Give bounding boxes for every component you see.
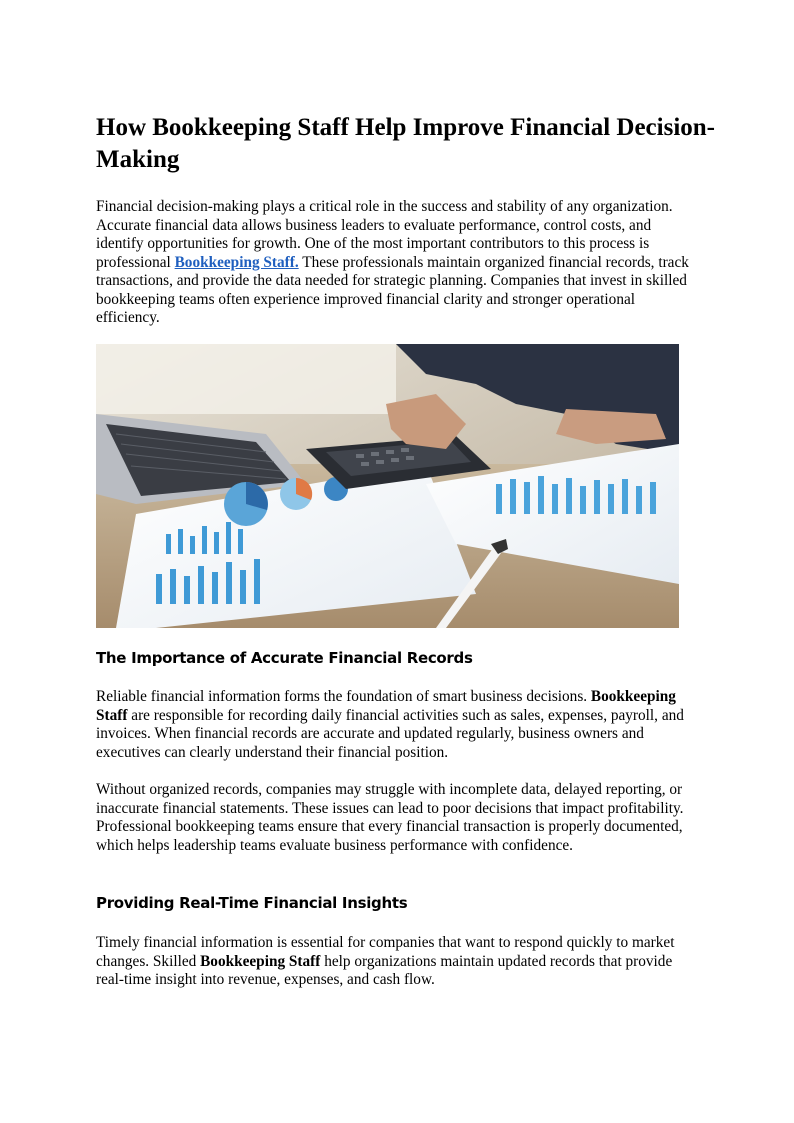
section1-p1-bold: Bookkeeping Staff xyxy=(96,688,676,724)
section2-p1-text-end: help organizations maintain updated records that provide real-time insight into revenue, expenses, and cash flow. xyxy=(96,952,673,988)
section1-paragraph-2: Without organized records, companies may struggle with incomplete data, delayed reporting, or inaccurate financial statements. These issues can lead to poor decisions that impact profitability. Professional bookkeeping teams ensure that every financial transaction is properly documented, which helps leadership teams evaluate business performance with confidence. xyxy=(96,781,684,854)
section2-p1-bold: Bookkeeping Staff xyxy=(200,952,321,970)
intro-text-start: Financial decision-making plays a critical role in the success and stability of any organization. Accurate financial data allows business leaders to evaluate performance, control costs, and identify opportunities for growth. One of the most important contributors to this process is professional xyxy=(96,198,673,271)
bookkeeping-staff-link[interactable]: Bookkeeping Staff. xyxy=(174,253,299,271)
section1-p1-text-end: are responsible for recording daily financial activities such as sales, expenses, payroll, and invoices. When financial records are accurate and updated regularly, business owners and executives can clearly understand their financial position. xyxy=(96,706,684,761)
section2-p1-text-start: Timely financial information is essential for companies that want to respond quickly to market changes. Skilled xyxy=(96,934,675,970)
section1-paragraph-1 xyxy=(96,688,700,762)
section-heading-accurate-records: The Importance of Accurate Financial Records xyxy=(96,649,473,667)
photo-illustration xyxy=(96,344,679,628)
document-title: How Bookkeeping Staff Help Improve Financial Decision-Making xyxy=(96,114,716,173)
section1-p1-text-start: Reliable financial information forms the foundation of smart business decisions. xyxy=(96,688,591,705)
section2-paragraph-1 xyxy=(96,934,700,990)
intro-paragraph xyxy=(96,198,700,328)
section-heading-real-time-insights: Providing Real-Time Financial Insights xyxy=(96,894,408,912)
financial-photo xyxy=(96,344,679,628)
intro-text-end: These professionals maintain organized financial records, track transactions, and provide the data needed for strategic planning. Companies that invest in skilled bookkeeping teams often experience improved financial clarity and stronger operational efficiency. xyxy=(96,253,689,326)
